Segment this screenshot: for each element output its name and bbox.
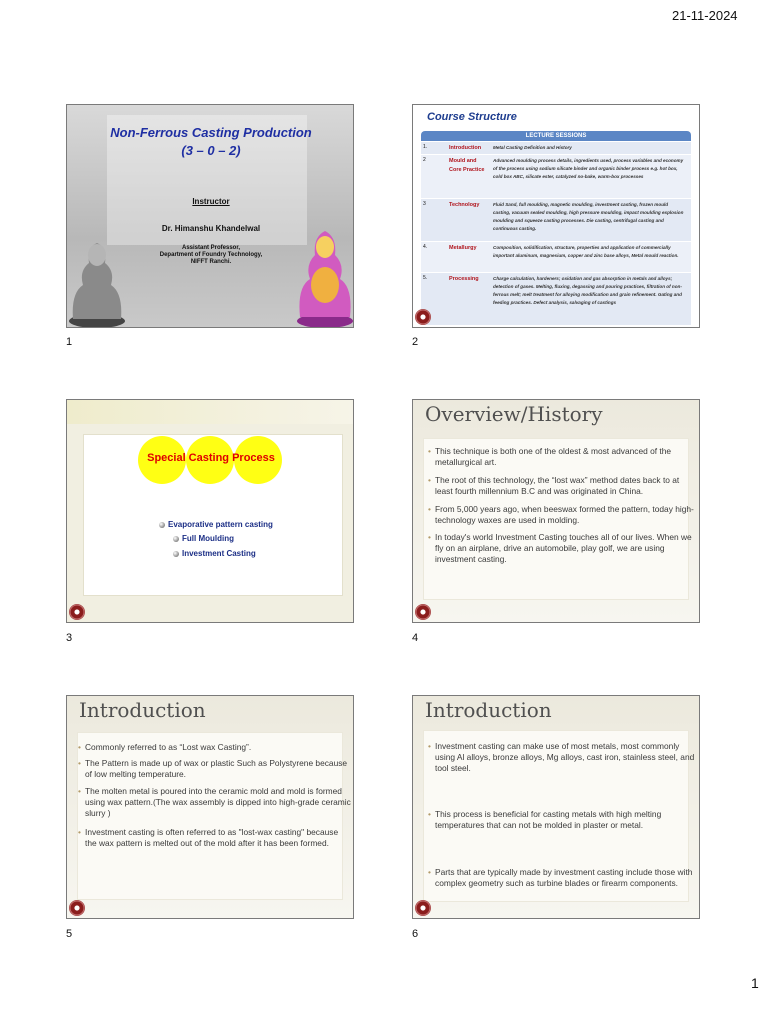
bullet-item: • The Pattern is made up of wax or plastic Such as Polystyrene because of low melting temperature. <box>85 758 351 780</box>
slide-number-4: 4 <box>412 632 419 644</box>
slide-2 <box>412 104 700 328</box>
row-number: 5. <box>423 275 428 281</box>
instructor-name: Dr. Himanshu Khandelwal <box>161 224 261 233</box>
slide-4-title: Overview/History <box>425 402 603 426</box>
row-number: 1. <box>423 144 428 150</box>
bullet-item: • Parts that are typically made by investment casting include those with complex geometry such as turbine blades or firearm components. <box>435 867 697 889</box>
ganesha-statue-pink-icon <box>295 225 354 328</box>
slide-1-subtitle: (3 – 0 – 2) <box>181 143 241 158</box>
institute-logo-icon <box>69 900 85 916</box>
print-date: 21-11-2024 <box>672 8 738 23</box>
bullet-item: • Commonly referred to as “Lost wax Casting”. <box>85 742 351 753</box>
slide-3-top-band <box>67 400 354 424</box>
slide-number-2: 2 <box>412 336 419 348</box>
table-row <box>421 199 691 242</box>
row-topic: Processing <box>449 276 479 282</box>
bullet-item: • In today's world Investment Casting touches all of our lives. When we fly on an airplane, drive an automobile, play golf, we are using investment casting. <box>435 532 697 565</box>
bullet-item: • The molten metal is poured into the ceramic mold and mold is formed using wax pattern.(The wax assembly is dipped into high-grade ceramic slurry ) <box>85 786 351 819</box>
slide-1-title: Non-Ferrous Casting Production <box>110 125 312 140</box>
instructor-label: Instructor <box>192 197 230 206</box>
institute-logo-icon <box>415 604 431 620</box>
row-number: 4. <box>423 244 428 250</box>
row-number: 3 <box>423 201 426 207</box>
bullet-icon <box>159 522 165 528</box>
slide-5-title: Introduction <box>79 698 206 722</box>
bullet-item: • From 5,000 years ago, when beeswax formed the pattern, today high-technology waxes are used in molding. <box>435 504 697 526</box>
bullet-icon <box>173 551 179 557</box>
bullet-icon <box>173 536 179 542</box>
ganesha-statue-grey-icon <box>67 233 127 328</box>
slide-4 <box>412 399 700 623</box>
slide-number-1: 1 <box>66 336 73 348</box>
bullet-item: • This technique is both one of the oldest & most advanced of the metallurgical art. <box>435 446 697 468</box>
slide-number-3: 3 <box>66 632 73 644</box>
page-number: 1 <box>751 975 759 991</box>
table-row <box>421 155 691 199</box>
slide-2-title: Course Structure <box>427 111 517 123</box>
instructor-role: Assistant Professor, <box>181 245 241 251</box>
lecture-sessions-header: LECTURE SESSIONS <box>421 131 691 141</box>
slide-number-6: 6 <box>412 928 419 940</box>
row-description: Metal Casting Definition and History <box>493 145 572 150</box>
row-description: Charge calculation, hardeners; oxidation and gas absorption in metals and alloys; detection of gases. Melting, fluxing, degassing and pouring practices, filtration of non-ferrous melt; melt treatment for alloying modification and grain refinement. Gating and feeding practices. Defect analysis, salvaging of castings <box>493 276 682 305</box>
table-row <box>421 273 691 326</box>
list-item: Evaporative pattern casting <box>159 520 273 529</box>
slide-6-title: Introduction <box>425 698 552 722</box>
slide-3-title: Special Casting Process <box>147 452 275 464</box>
list-item: Investment Casting <box>173 549 256 558</box>
institute-logo-icon <box>69 604 85 620</box>
institute-logo-icon <box>415 309 431 325</box>
row-topic: Technology <box>449 202 480 208</box>
instructor-department: Department of Foundry Technology, <box>159 252 263 258</box>
slide-number-5: 5 <box>66 928 73 940</box>
slide-1 <box>66 104 354 328</box>
instructor-institute: NIFFT Ranchi. <box>190 259 232 265</box>
row-description: Advanced moulding process details, ingredients used, process variables and economy of the process using sodium silicate binder and organic binder process e.g. hot box, cold box ABC, silicate ester, catalyzed no-bake, warm-box processes <box>493 158 684 179</box>
slide-6 <box>412 695 700 919</box>
table-row <box>421 242 691 273</box>
row-description: Composition, solidification, structure, properties and application of commercially important aluminum, magnesium, copper and zinc base alloys, Metal mould reaction. <box>493 245 679 258</box>
row-topic: Introduction <box>449 145 482 151</box>
slide-3 <box>66 399 354 623</box>
bullet-item: • This process is beneficial for casting metals with high melting temperatures that can not be molded in plaster or metal. <box>435 809 697 831</box>
row-description: Fluid Sand, full moulding, magnetic moulding, investment casting, frozen mould casting, vacuum sealed moulding, high pressure moulding, impact moulding explosion moulding and squeeze casting processes. Die casting, centrifugal casting and continuous casting. <box>493 202 684 231</box>
bullet-item: • Investment casting is often referred to as "lost-wax casting" because the wax pattern is melted out of the mold after it has been formed. <box>85 827 351 849</box>
bullet-item: • Investment casting can make use of most metals, most commonly using Al alloys, bronze alloys, Mg alloys, cast iron, stainless steel, and tool steel. <box>435 741 697 774</box>
list-item: Full Moulding <box>173 534 234 543</box>
slide-5 <box>66 695 354 919</box>
row-topic: Metallurgy <box>449 245 477 251</box>
institute-logo-icon <box>415 900 431 916</box>
row-number: 2 <box>423 157 426 163</box>
table-row <box>421 142 691 155</box>
row-topic: Mould and Core Practice <box>449 158 485 173</box>
bullet-item: • The root of this technology, the “lost wax” method dates back to at least fourth millennium B.C and was originated in China. <box>435 475 697 497</box>
